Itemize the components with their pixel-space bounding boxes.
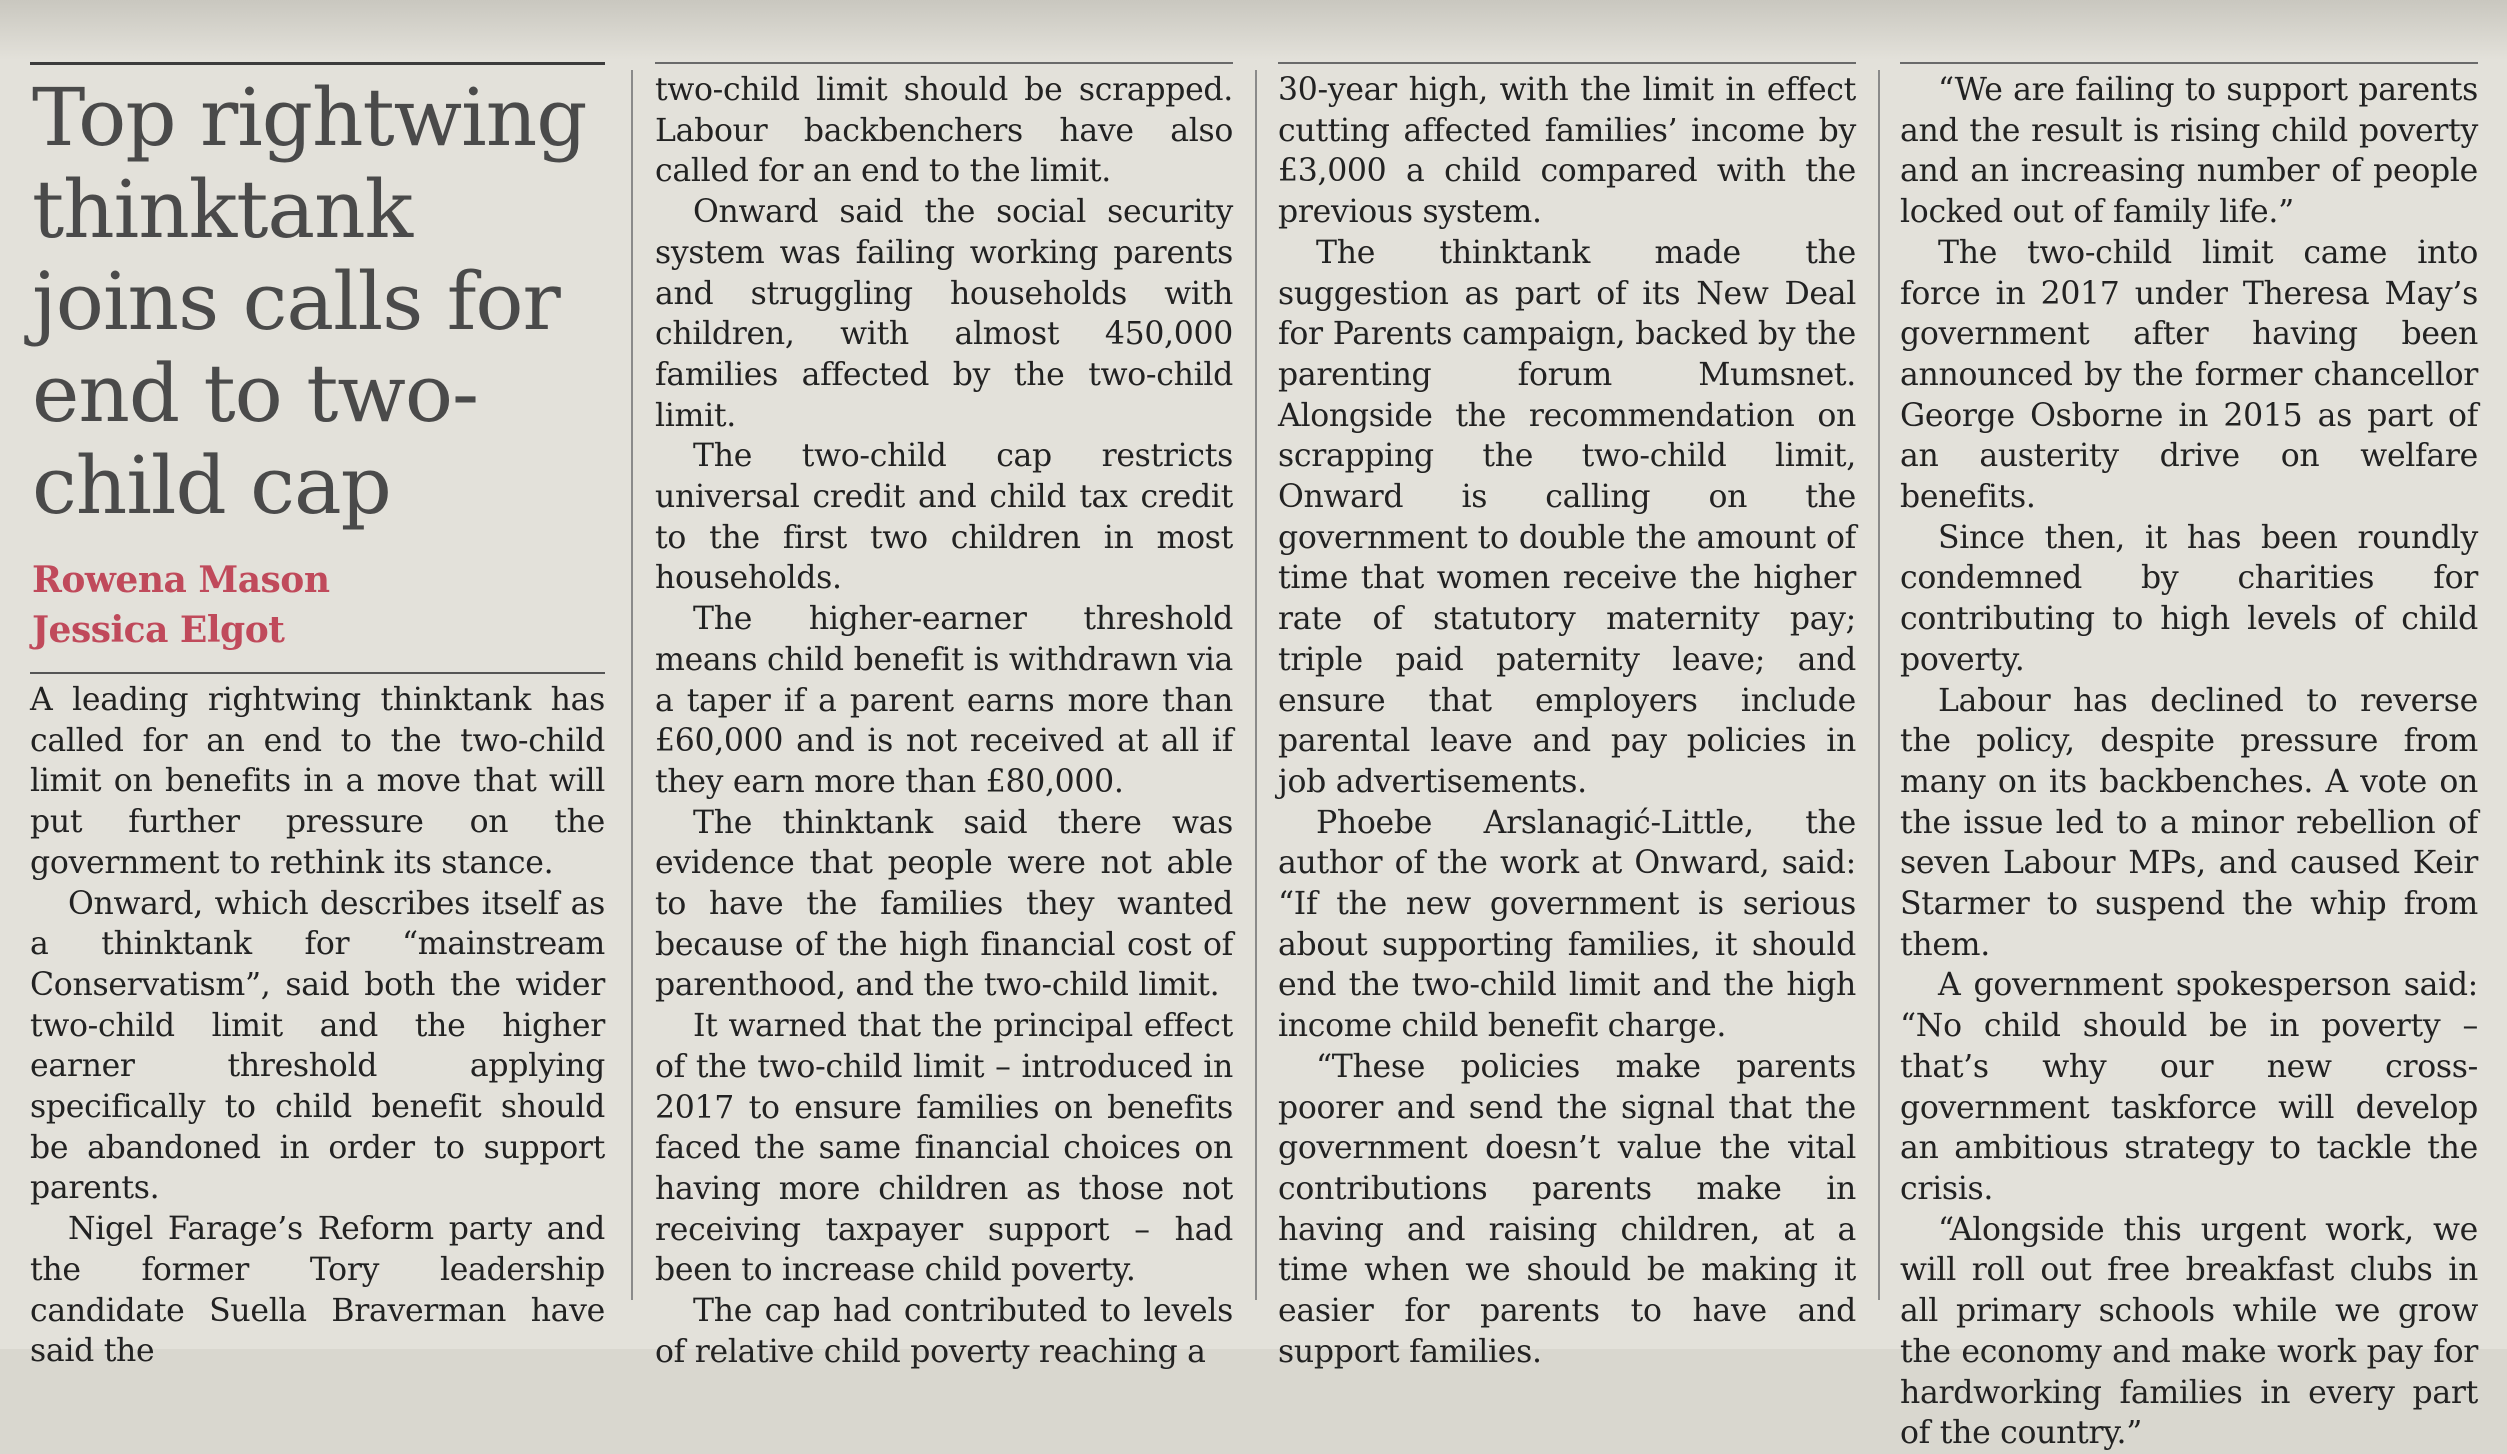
article-column-3 xyxy=(1278,70,1856,1373)
column-divider xyxy=(631,70,633,1300)
article-headline: Top rightwing thinktank joins calls for end to two-child cap xyxy=(32,71,587,532)
paragraph: 30-year high, with the limit in effect cutting affected families’ income by £3,000 a child compared with the previous system. xyxy=(1278,72,1856,231)
paragraph: Onward, which describes itself as a thinktank for “mainstream Conservatism”, said both the wider two-child limit and the higher earner threshold applying specifically to child benefit should be abandoned in order to support parents. xyxy=(30,885,605,1207)
article-column-4 xyxy=(1900,70,2478,1454)
author-name: Jessica Elgot xyxy=(32,609,285,651)
paragraph: The thinktank made the suggestion as part of its New Deal for Parents campaign, backed by the parenting forum Mumsnet. Alongside the recommendation on scrapping the two-child limit, Onward is calling on the government to double the amount of time that women receive the higher rate of statutory maternity pay; triple paid paternity leave; and ensure that employers include parental leave and pay policies in job advertisements. xyxy=(1278,234,1856,800)
author-name: Rowena Mason xyxy=(32,559,330,601)
column-divider xyxy=(1255,70,1257,1300)
paragraph: The cap had contributed to levels of relative child poverty reaching a xyxy=(655,1293,1233,1370)
paragraph: Since then, it has been roundly condemned by charities for contributing to high levels of child poverty. xyxy=(1900,519,2478,678)
paragraph: A government spokesperson said: “No child should be in poverty – that’s why our new cross-government taskforce will develop an ambitious strategy to tackle the crisis. xyxy=(1900,967,2478,1207)
column-divider xyxy=(1878,70,1880,1300)
scan-edge xyxy=(0,0,2507,60)
paragraph: It warned that the principal effect of the two-child limit – introduced in 2017 to ensure families on benefits faced the same financial choices on having more children as those not receiving taxpayer support – had been to increase child poverty. xyxy=(655,1008,1233,1289)
paragraph: The two-child limit came into force in 2017 under Theresa May’s government after having been announced by the former chancellor George Osborne in 2015 as part of an austerity drive on welfare benefits. xyxy=(1900,234,2478,516)
paragraph: The higher-earner threshold means child benefit is withdrawn via a taper if a parent earns more than £60,000 and is not received at all if they earn more than £80,000. xyxy=(655,601,1233,800)
paragraph: “We are failing to support parents and the result is rising child poverty and an increasing number of people locked out of family life.” xyxy=(1900,72,2478,231)
paragraph: The two-child cap restricts universal credit and child tax credit to the first two children in most households. xyxy=(655,438,1233,597)
paragraph: Nigel Farage’s Reform party and the former Tory leadership candidate Suella Braverman have said the xyxy=(30,1211,605,1370)
paragraph: Onward said the social security system was failing working parents and struggling households with children, with almost 450,000 families affected by the two-child limit. xyxy=(655,194,1233,434)
article-column-2 xyxy=(655,70,1233,1373)
top-rule-col1 xyxy=(30,62,605,65)
top-rule-col2 xyxy=(655,62,1233,64)
top-rule-col4 xyxy=(1900,62,2478,64)
byline xyxy=(32,555,330,655)
paragraph: Labour has declined to reverse the policy, despite pressure from many on its backbenches. A vote on the issue led to a minor rebellion of seven Labour MPs, and caused Keir Starmer to suspend the whip from them. xyxy=(1900,682,2478,963)
paragraph: two-child limit should be scrapped. Labour backbenchers have also called for an end to the limit. xyxy=(655,72,1233,190)
paragraph: “These policies make parents poorer and send the signal that the government doesn’t value the vital contributions parents make in having and raising children, at a time when we should be making it easier for parents to have and support families. xyxy=(1278,1048,1856,1370)
top-rule-col3 xyxy=(1278,62,1856,64)
paragraph: A leading rightwing thinktank has called for an end to the two-child limit on benefits in a move that will put further pressure on the government to rethink its stance. xyxy=(30,682,605,881)
paragraph: “Alongside this urgent work, we will roll out free breakfast clubs in all primary schools while we grow the economy and make work pay for hardworking families in every part of the country.” xyxy=(1900,1211,2478,1452)
paragraph: The thinktank said there was evidence that people were not able to have the families they wanted because of the high financial cost of parenthood, and the two-child limit. xyxy=(655,804,1233,1004)
paragraph: Phoebe Arslanagić-Little, the author of the work at Onward, said: “If the new government is serious about supporting families, it should end the two-child limit and the high income child benefit charge. xyxy=(1278,804,1856,1045)
article-column-1 xyxy=(30,680,605,1372)
byline-rule xyxy=(30,672,605,674)
